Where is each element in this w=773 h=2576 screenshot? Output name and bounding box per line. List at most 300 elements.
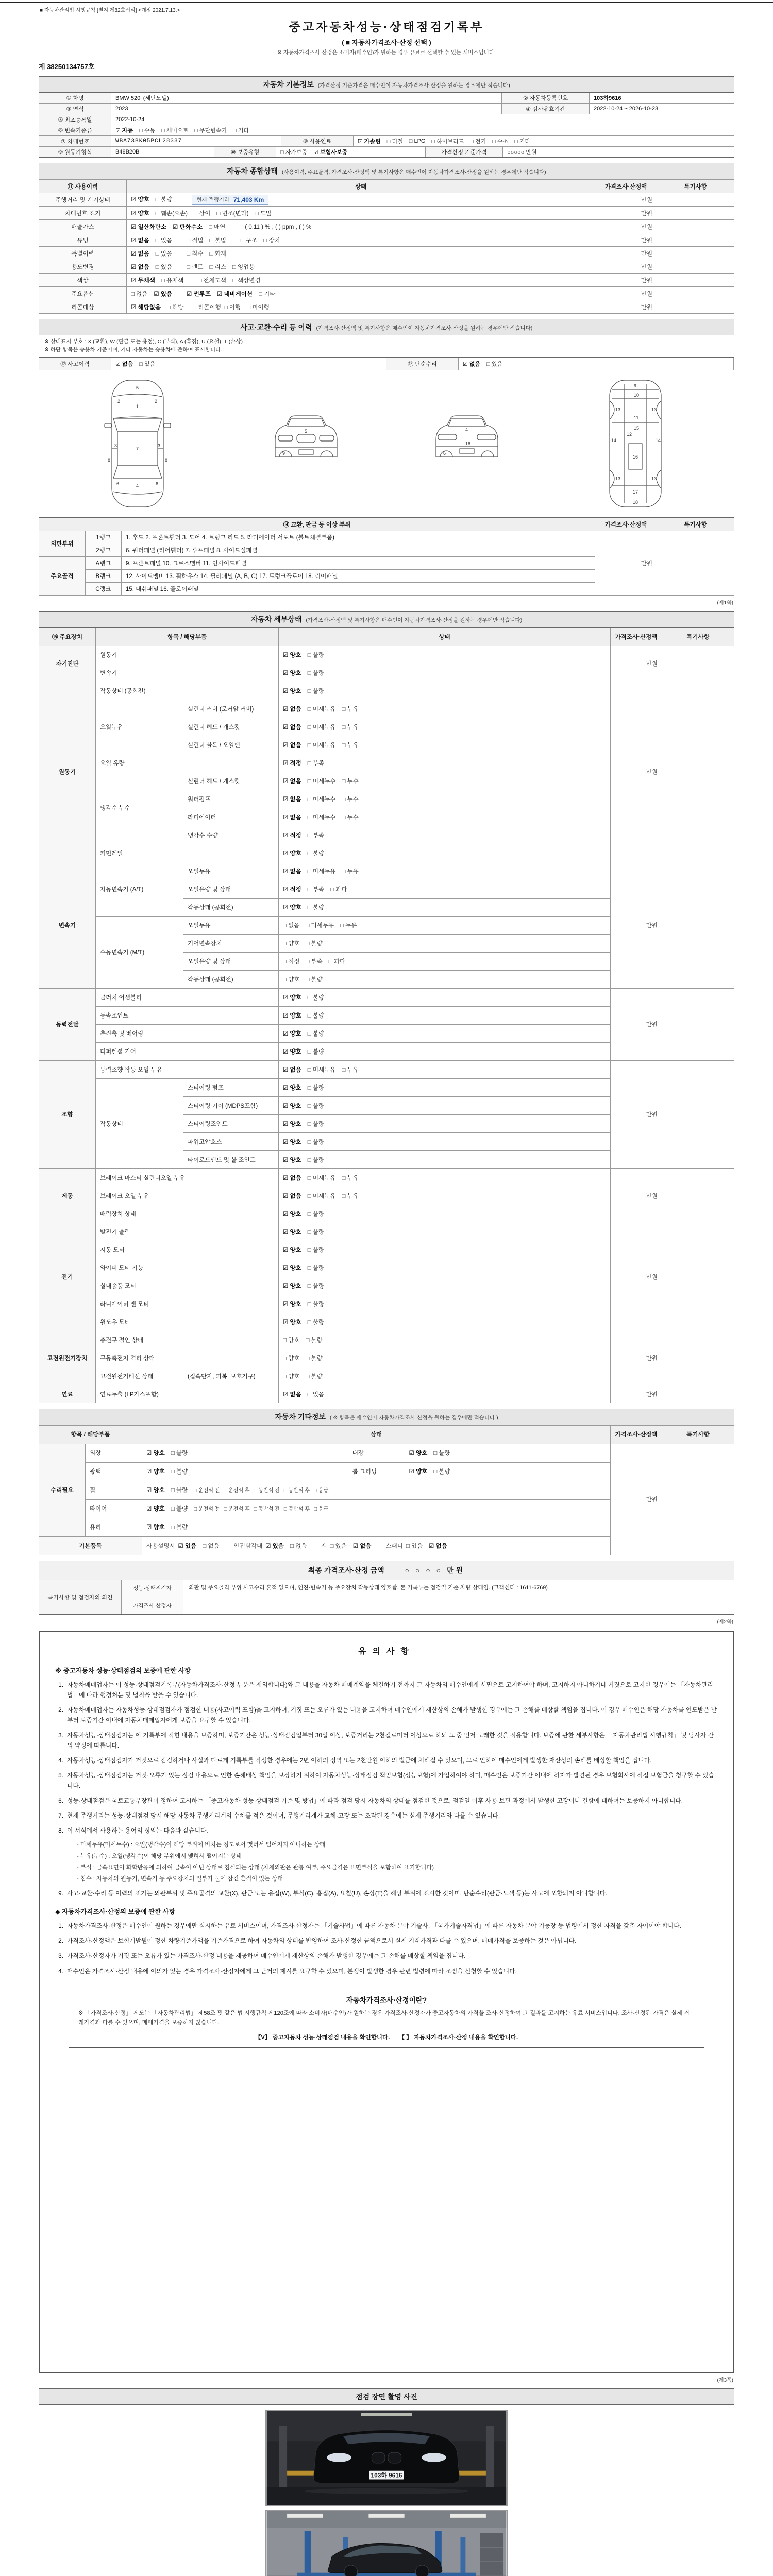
checkbox-option[interactable]: ☑ 양호	[283, 1121, 301, 1127]
checkbox-option[interactable]: □ 있음	[139, 361, 156, 367]
checkbox-option[interactable]: ☑ 양호	[283, 850, 301, 857]
select-box-body: ※ 「가격조사·산정」 제도는 「자동차관리법」 제58조 및 같은 법 시행규칙 제120조에 따라 소비자(매수인)가 원하는 경우 가격조사·산정자가 중고자동차의 가격을 조사·산정하여 그 결과를 고지하는 유료 서비스입니다. 조사·산정된 가격은 실제 거래가격과 다를 수 있으며, 매매가격을 보증하지 않습니다.	[78, 2010, 690, 2026]
checkbox-option[interactable]: ☑ 없음	[283, 1193, 301, 1199]
checkbox-option[interactable]: □ 운전석 후	[224, 1506, 250, 1512]
checkbox-option[interactable]: □ 불량	[307, 1121, 325, 1127]
field-label: ③ 연식	[39, 104, 111, 114]
checkbox-option[interactable]: □ 미세누유	[307, 1175, 336, 1181]
checkbox-option[interactable]: ☑ 없음	[463, 361, 481, 367]
checkbox-option[interactable]: □ 불량	[171, 1469, 188, 1475]
condition-row	[39, 220, 734, 233]
checkbox-option[interactable]: ☑ 없음	[283, 796, 301, 803]
checkbox-option[interactable]: ☑ 적정	[283, 886, 301, 893]
state-cell	[279, 1114, 611, 1132]
checkbox-option[interactable]: □ LPG	[409, 138, 426, 144]
checkbox-option[interactable]: ☑ 없음	[429, 1543, 447, 1549]
checkbox-option[interactable]: □ 미세누유	[307, 706, 336, 713]
checkbox-option[interactable]: □ 불량	[307, 1139, 325, 1145]
car-underbody-diagram	[581, 374, 690, 513]
checkbox-option[interactable]: □ 불량	[307, 1283, 325, 1290]
checkbox-option[interactable]: ☑ 탄화수소	[173, 224, 203, 230]
option-group	[241, 236, 287, 244]
checkbox-option[interactable]: □ 영업용	[232, 264, 255, 270]
checkbox-option[interactable]: □ 세미오토	[161, 128, 189, 134]
checkbox-option[interactable]: ☑ 양호	[283, 688, 301, 694]
section-title: 자동차 기타정보	[275, 1412, 326, 1421]
page-marker-3: (제3쪽)	[717, 2377, 733, 2383]
checkbox-option[interactable]: ☑ 없음	[283, 724, 301, 731]
checkbox-group	[283, 1120, 330, 1128]
rank-items: 12. 사이드멤버 13. 휠하우스 14. 필러패널 (A, B, C) 17. 트렁크플로어 18. 리어패널	[122, 569, 595, 582]
checkbox-option[interactable]: □ 상이	[193, 210, 211, 217]
checkbox-option[interactable]: □ 누유	[340, 922, 357, 929]
checkbox-option[interactable]: ☑ 양호	[283, 1030, 301, 1037]
checkbox-option[interactable]: □ 불량	[307, 1319, 325, 1326]
checkbox-option[interactable]: ☑ 양호	[283, 1283, 301, 1290]
checkbox-option[interactable]: ☑ 양호	[283, 1139, 301, 1145]
checkbox-option[interactable]: ☑ 가솔린	[358, 139, 381, 145]
checkbox-option[interactable]: ☑ 없음	[283, 1175, 301, 1181]
checkbox-group	[283, 1011, 330, 1020]
notice-item	[55, 1810, 718, 1821]
checkbox-option[interactable]: □ 불량	[307, 1157, 325, 1163]
svg-text:12: 12	[627, 432, 632, 437]
field-value	[111, 125, 734, 135]
checkbox-option[interactable]: ☑ 양호	[283, 1048, 301, 1055]
checkbox-option[interactable]: □ 렌트	[187, 264, 204, 270]
checkbox-option[interactable]: □ 불량	[307, 1084, 325, 1091]
checkbox-option[interactable]: ☑ 썬루프	[187, 291, 211, 297]
item-name: 라디에이터 팬 모터	[96, 1295, 279, 1313]
rank-label: B랭크	[86, 569, 122, 582]
checkbox-option[interactable]: ☑ 양호	[283, 1084, 301, 1091]
checkbox-option[interactable]: ☑ 양호	[283, 1247, 301, 1253]
device-group: 전기	[39, 1223, 96, 1331]
checkbox-option[interactable]: □ 침수	[187, 250, 204, 257]
checkbox-option[interactable]: ☑ 적정	[283, 760, 301, 767]
item-label: 배출가스	[39, 220, 127, 233]
checkbox-option[interactable]: □ 미세누유	[307, 742, 336, 749]
note-cell	[657, 233, 734, 247]
checkbox-group	[146, 1449, 194, 1457]
checkbox-option[interactable]: □ 미세누유	[307, 724, 336, 731]
subitem-name: 타이로드엔드 및 볼 조인트	[183, 1150, 279, 1168]
select-box-confirm[interactable]: 【V】 중고자동차 성능·상태점검 내용을 확인합니다. 【 】 자동차가격조사·산정 내용을 확인합니다.	[255, 2034, 518, 2041]
checkbox-option[interactable]: □ 누유	[342, 1066, 359, 1073]
state-cell	[279, 1223, 611, 1241]
checkbox-option[interactable]: □ 동반석 후	[283, 1488, 310, 1494]
checkbox-option[interactable]: ☑ 무채색	[131, 277, 155, 284]
checkbox-option[interactable]: □ 해당	[166, 304, 184, 311]
checkbox-option[interactable]: □ 있음	[155, 264, 173, 270]
checkbox-option[interactable]: □ 누수	[342, 814, 359, 821]
checkbox-option[interactable]: ☑ 양호	[283, 1265, 301, 1272]
option-group-label: 안전삼각대	[233, 1543, 263, 1549]
checkbox-option[interactable]: □ 변조(변타)	[216, 210, 249, 217]
checkbox-option[interactable]: ☑ 없음	[283, 706, 301, 713]
checkbox-option[interactable]: □ 있음	[406, 1543, 423, 1549]
field-label: ② 자동차등록번호	[502, 93, 590, 103]
checkbox-option[interactable]: □ 기타	[514, 139, 531, 145]
checkbox-option[interactable]: ☑ 있음	[265, 1543, 284, 1549]
state-cell	[279, 1150, 611, 1168]
page-marker-1: (제1쪽)	[717, 600, 733, 606]
state-cell	[279, 898, 611, 916]
item-name: 충전구 절연 상태	[96, 1331, 279, 1349]
checkbox-option[interactable]: □ 양호	[283, 976, 300, 983]
state-cell	[279, 1078, 611, 1096]
checkbox-group	[463, 360, 509, 368]
checkbox-option[interactable]: ☑ 양호	[131, 197, 149, 203]
detail-row	[39, 1385, 734, 1403]
checkbox-option[interactable]: □ 불량	[171, 1506, 188, 1512]
checkbox-option[interactable]: ☑ 양호	[283, 1012, 301, 1019]
checkbox-group	[283, 1264, 330, 1272]
price-cell: 만원	[611, 1385, 662, 1403]
checkbox-option[interactable]: ☑ 없음	[283, 778, 301, 785]
subitem-name: 오일유량 및 상태	[183, 880, 279, 898]
checkbox-option[interactable]: □ 있음	[330, 1543, 347, 1549]
notice-item-text: 성능·상태점검은 국토교통부장관이 정하여 고시하는 「중고자동차 성능·상태점검 기준 및 방법」에 따라 점검 당시 자동차의 상태를 점검한 것으로, 점검일 이후 사용·보관 과정에서 발생한 고장이나 결함에 대하여는 보증하지 아니합니다.	[67, 1797, 683, 1804]
checkbox-option[interactable]: □ 과다	[330, 886, 347, 893]
state-cell	[279, 934, 611, 952]
table-row	[39, 93, 734, 104]
checkbox-option[interactable]: □ 불량	[155, 197, 173, 203]
state-cell	[279, 952, 611, 970]
checkbox-option[interactable]: ☑ 양호	[283, 1103, 301, 1109]
item-name: 타이어	[86, 1499, 142, 1518]
checkbox-option[interactable]: ☑ 양호	[409, 1469, 428, 1475]
option-group	[131, 195, 178, 204]
checkbox-option[interactable]: □ 불량	[307, 1103, 325, 1109]
checkbox-option[interactable]: □ 불량	[307, 1247, 325, 1253]
checkbox-option[interactable]: □ 누수	[342, 796, 359, 803]
checkbox-option[interactable]: ☑ 양호	[283, 652, 301, 658]
price-select-option[interactable]: ( ■ 자동차가격조사·산정 선택 )	[342, 39, 431, 46]
checkbox-option[interactable]: ☑ 없음	[283, 814, 301, 821]
checkbox-option[interactable]: □ 불량	[307, 1229, 325, 1235]
item-name: 룸 크리닝	[348, 1462, 405, 1481]
checkbox-option[interactable]: □ 불량	[307, 1265, 325, 1272]
checkbox-option[interactable]: □ 부족	[306, 958, 323, 965]
checkbox-option[interactable]: □ 불량	[433, 1469, 450, 1475]
checkbox-option[interactable]: □ 누유	[342, 742, 359, 749]
device-group: 자기진단	[39, 646, 96, 682]
checkbox-option[interactable]: □ 동반석 후	[283, 1506, 310, 1512]
svg-text:9: 9	[282, 451, 285, 456]
state-cell	[405, 1462, 611, 1481]
checkbox-option[interactable]: □ 무단변속기	[194, 128, 227, 134]
checkbox-option[interactable]: □ 없음	[203, 1543, 220, 1549]
checkbox-group	[283, 669, 330, 677]
notice-item-text: 가격조사·산정자가 거짓 또는 오류가 있는 가격조사·산정 내용을 제공하여 매수인에게 재산상의 손해가 발생한 경우에는 그 손해를 배상할 책임을 집니다.	[67, 1952, 466, 1960]
item-name: 추진축 및 베어링	[96, 1024, 279, 1042]
assessor-note-row	[122, 1597, 734, 1614]
checkbox-option[interactable]: □ 운전석 전	[194, 1488, 220, 1494]
checkbox-option[interactable]: □ 불량	[307, 1211, 325, 1217]
checkbox-option[interactable]: □ 없음	[283, 922, 300, 929]
option-group	[187, 290, 281, 298]
checkbox-option[interactable]: ☑ 없음	[352, 1543, 372, 1549]
checkbox-option[interactable]: ☑ 보험사보증	[313, 149, 348, 156]
note-cell	[657, 274, 734, 287]
price-cell: 만원	[595, 260, 657, 274]
checkbox-group	[283, 1336, 329, 1344]
checkbox-option[interactable]: □ 양호	[283, 1355, 300, 1362]
checkbox-option[interactable]: □ 불량	[307, 1012, 325, 1019]
checkbox-option[interactable]: □ 수소	[492, 139, 509, 145]
checkbox-option[interactable]: ☑ 없음	[283, 1391, 301, 1398]
column-header: 특기사항	[657, 518, 734, 531]
checkbox-option[interactable]: □ 훼손(오손)	[155, 210, 188, 217]
checkbox-option[interactable]: □ 없음	[290, 1543, 307, 1549]
subitem-name: 실린더 커버 (로커암 커버)	[183, 700, 279, 718]
checkbox-option[interactable]: □ 운전석 후	[224, 1488, 250, 1494]
checkbox-option[interactable]: ☑ 양호	[283, 1301, 301, 1308]
checkbox-option[interactable]: □ 운전석 전	[194, 1506, 220, 1512]
state-cell	[279, 1006, 611, 1024]
checkbox-option[interactable]: □ 불량	[307, 850, 325, 857]
checkbox-option[interactable]: □ 수동	[139, 128, 156, 134]
checkbox-option[interactable]: ☑ 없음	[131, 250, 149, 257]
checkbox-option[interactable]: □ 장치	[263, 237, 280, 244]
state-cell	[279, 970, 611, 988]
rank-label: C랭크	[86, 582, 122, 595]
checkbox-option[interactable]: □ 불량	[307, 1048, 325, 1055]
checkbox-option[interactable]: □ 불법	[209, 237, 226, 244]
checkbox-option[interactable]: □ 미세누유	[307, 1066, 336, 1073]
checkbox-option[interactable]: □ 있음	[486, 361, 503, 367]
checkbox-option[interactable]: □ 화재	[209, 250, 226, 257]
checkbox-group	[146, 1467, 194, 1476]
panel-group-label: 외판부위	[39, 531, 86, 556]
checkbox-option[interactable]: ☑ 없음	[283, 742, 301, 749]
field-label: ⑩ 보증유형	[214, 147, 276, 157]
inspector-note-text: 외판 및 주요골격 부위 사고수리 흔적 없으며, 엔진·변속기 등 주요장치 작동상태 양호함. 본 기록부는 점검일 기준 차량 상태임. (고객센터 : 1611-6769)	[189, 1584, 548, 1591]
option-group	[131, 223, 231, 231]
condition-row	[39, 274, 734, 287]
checkbox-option[interactable]: ☑ 네비게이션	[216, 291, 253, 297]
field-label: ⑥ 변속기종류	[39, 125, 111, 135]
mileage-value: 71,403 Km	[233, 196, 264, 204]
checkbox-option[interactable]: □ 없음	[131, 291, 148, 297]
state-cell	[279, 808, 611, 826]
table-row	[39, 147, 734, 157]
detail-row	[39, 988, 734, 1006]
checkbox-option[interactable]: □ 있음	[307, 1391, 325, 1398]
checkbox-option[interactable]: □ 미세누유	[307, 1193, 336, 1199]
checkbox-option[interactable]: □ 하이브리드	[431, 139, 464, 145]
subitem-name: 작동상태 (공회전)	[183, 898, 279, 916]
checkbox-option[interactable]: ☑ 없음	[283, 868, 301, 875]
checkbox-option[interactable]: □ 디젤	[386, 139, 403, 145]
note-cell	[662, 1223, 734, 1331]
checkbox-option[interactable]: □ 불량	[307, 670, 325, 676]
checkbox-option[interactable]: ☑ 양호	[146, 1450, 165, 1456]
section-title: 자동차 세부상태	[250, 615, 302, 623]
checkbox-group	[283, 1282, 330, 1290]
checkbox-option[interactable]: ☑ 양호	[283, 994, 301, 1001]
checkbox-option[interactable]: □ 색상변경	[232, 277, 261, 284]
checkbox-option[interactable]: □ 매연	[209, 224, 226, 230]
checkbox-group	[358, 137, 536, 145]
checkbox-option[interactable]: □ 적정	[283, 958, 300, 965]
checkbox-option[interactable]: □ 전기	[470, 139, 486, 145]
checkbox-option[interactable]: ☑ 양호	[409, 1450, 428, 1456]
checkbox-option[interactable]: □ 불량	[306, 1355, 323, 1362]
checkbox-option[interactable]: □ 미세누수	[307, 778, 336, 785]
state-cell	[279, 1042, 611, 1060]
checkbox-option[interactable]: □ 자가보증	[280, 149, 308, 156]
item-name: 냉각수 누수	[96, 772, 183, 844]
svg-text:7: 7	[136, 446, 139, 451]
checkbox-option[interactable]: □ 동반석 전	[254, 1488, 280, 1494]
state-cell	[279, 664, 611, 682]
checkbox-option[interactable]: ☑ 있음	[178, 1543, 197, 1549]
option-group-label: 리콜이행	[198, 304, 221, 311]
condition-row	[39, 207, 734, 220]
item-name: 구동축전지 격리 상태	[96, 1349, 279, 1367]
subitem-name: 스티어링 기어 (MDPS포함)	[183, 1096, 279, 1114]
checkbox-option[interactable]: □ 전체도색	[198, 277, 226, 284]
checkbox-option[interactable]: □ 불량	[171, 1487, 188, 1494]
checkbox-option[interactable]: □ 부족	[307, 760, 325, 767]
checkbox-option[interactable]: ☑ 양호	[131, 210, 149, 217]
checkbox-option[interactable]: □ 불량	[171, 1450, 188, 1456]
checkbox-option[interactable]: ☑ 양호	[283, 1319, 301, 1326]
checkbox-option[interactable]: □ 불량	[307, 652, 325, 658]
checkbox-option[interactable]: □ 미이행	[247, 304, 270, 311]
checkbox-option[interactable]: □ 동반석 전	[254, 1506, 280, 1512]
etc-info-table	[39, 1425, 734, 1555]
checkbox-option[interactable]: □ 미세누수	[307, 796, 336, 803]
condition-row	[39, 247, 734, 260]
svg-text:14: 14	[656, 438, 661, 443]
checkbox-option[interactable]: □ 기타	[233, 128, 249, 134]
checkbox-option[interactable]: ☑ 양호	[146, 1506, 165, 1512]
checkbox-option[interactable]: □ 양호	[283, 940, 300, 947]
notice-item	[55, 1951, 718, 1961]
state-cell	[405, 1444, 611, 1462]
checkbox-option[interactable]: □ 양호	[283, 1337, 300, 1344]
checkbox-option[interactable]: □ 도말	[255, 210, 272, 217]
checkbox-option[interactable]: □ 미세누유	[306, 922, 334, 929]
checkbox-option[interactable]: □ 미세누수	[307, 814, 336, 821]
section-note: (가격산정 기준가격은 매수인이 자동차가격조사·산정을 원하는 경우에만 적습니다)	[317, 82, 510, 89]
checkbox-option[interactable]: □ 누유	[342, 724, 359, 731]
checkbox-option[interactable]: ☑ 양호	[146, 1469, 165, 1475]
notice-item-number: 6.	[58, 1797, 63, 1804]
checkbox-option[interactable]: ☑ 없음	[131, 237, 149, 244]
notice-item-number: 4.	[58, 1756, 63, 1764]
item-label: 특별이력	[39, 247, 127, 260]
checkbox-option[interactable]: ☑ 양호	[283, 670, 301, 676]
checkbox-option[interactable]: □ 불량	[306, 940, 323, 947]
state-cell	[142, 1518, 611, 1536]
checkbox-option[interactable]: □ 누유	[342, 1193, 359, 1199]
checkbox-option[interactable]: □ 불량	[307, 994, 325, 1001]
checkbox-option[interactable]: □ 불량	[307, 1030, 325, 1037]
checkbox-option[interactable]: □ 불량	[306, 1373, 323, 1380]
checkbox-option[interactable]: □ 불량	[307, 1301, 325, 1308]
checkbox-option[interactable]: □ 미세누유	[307, 868, 336, 875]
checkbox-option[interactable]: □ 유채색	[161, 277, 184, 284]
checkbox-option[interactable]: □ 리스	[209, 264, 226, 270]
state-cell	[279, 988, 611, 1006]
checkbox-option[interactable]: □ 응급	[314, 1506, 329, 1512]
checkbox-option[interactable]: □ 과다	[328, 958, 346, 965]
device-group: 연료	[39, 1385, 96, 1403]
checkbox-option[interactable]: □ 있음	[155, 237, 173, 244]
device-group: 변속기	[39, 862, 96, 988]
item-name: 등속조인트	[96, 1006, 279, 1024]
field-value: BMW 520i (세단모델)	[111, 93, 502, 103]
checkbox-option[interactable]: □ 부족	[307, 832, 325, 839]
checkbox-group	[283, 1083, 330, 1092]
checkbox-option[interactable]: □ 누유	[342, 1175, 359, 1181]
checkbox-option[interactable]: ☑ 양호	[283, 1157, 301, 1163]
checkbox-option[interactable]: ☑ 일산화탄소	[131, 224, 167, 230]
checkbox-option[interactable]: □ 양호	[283, 1373, 300, 1380]
checkbox-option[interactable]: □ 불량	[307, 904, 325, 911]
checkbox-option[interactable]: □ 누유	[342, 706, 359, 713]
checkbox-option[interactable]: □ 불량	[306, 1337, 323, 1344]
checkbox-option[interactable]: □ 기타	[259, 291, 276, 297]
notice-item-number: 4.	[58, 1967, 63, 1975]
checkbox-option[interactable]: ☑ 자동	[115, 128, 133, 134]
checkbox-option[interactable]: ☑ 해당없음	[131, 304, 161, 311]
column-header: 특기사항	[662, 628, 734, 646]
checkbox-option[interactable]: ☑ 있음	[154, 291, 173, 297]
checkbox-option[interactable]: □ 구조	[240, 237, 258, 244]
checkbox-option[interactable]: ☑ 양호	[283, 904, 301, 911]
checkbox-option[interactable]: □ 부족	[307, 886, 325, 893]
checkbox-option[interactable]: □ 있음	[155, 250, 173, 257]
svg-text:4: 4	[136, 483, 139, 488]
checkbox-option[interactable]: ☑ 적정	[283, 832, 301, 839]
note-cell	[662, 682, 734, 862]
checkbox-option[interactable]: ☑ 양호	[146, 1524, 165, 1531]
checkbox-option[interactable]: ☑ 양호	[146, 1487, 165, 1494]
checkbox-option[interactable]: □ 불량	[171, 1524, 188, 1531]
checkbox-option[interactable]: □ 이행	[224, 304, 241, 311]
subitem-name: 작동상태 (공회전)	[183, 970, 279, 988]
checkbox-option[interactable]: ☑ 양호	[283, 1229, 301, 1235]
rank-label: 1랭크	[86, 531, 122, 544]
checkbox-option[interactable]: ☑ 없음	[283, 1066, 301, 1073]
checkbox-option[interactable]: □ 응급	[314, 1488, 329, 1494]
checkbox-option[interactable]: □ 불량	[307, 688, 325, 694]
checkbox-option[interactable]: □ 누유	[342, 868, 359, 875]
checkbox-option[interactable]: ☑ 양호	[283, 1211, 301, 1217]
item-name: 유리	[86, 1518, 142, 1536]
item-name: 원동기	[96, 646, 279, 664]
checkbox-option[interactable]: □ 불량	[306, 976, 323, 983]
item-label: 리콜대상	[39, 300, 127, 314]
svg-text:5: 5	[136, 385, 139, 391]
checkbox-option[interactable]: □ 적법	[187, 237, 204, 244]
checkbox-option[interactable]: ☑ 없음	[131, 264, 149, 270]
checkbox-option[interactable]: □ 불량	[433, 1450, 450, 1456]
detail-row	[39, 682, 734, 700]
price-cell: 만원	[595, 274, 657, 287]
checkbox-group	[283, 1029, 330, 1038]
checkbox-option[interactable]: □ 누수	[342, 778, 359, 785]
checkbox-option[interactable]: ☑ 없음	[115, 361, 133, 367]
column-header: 가격조사·산정액	[595, 518, 657, 531]
item-label: 용도변경	[39, 260, 127, 274]
table-row	[39, 125, 734, 136]
